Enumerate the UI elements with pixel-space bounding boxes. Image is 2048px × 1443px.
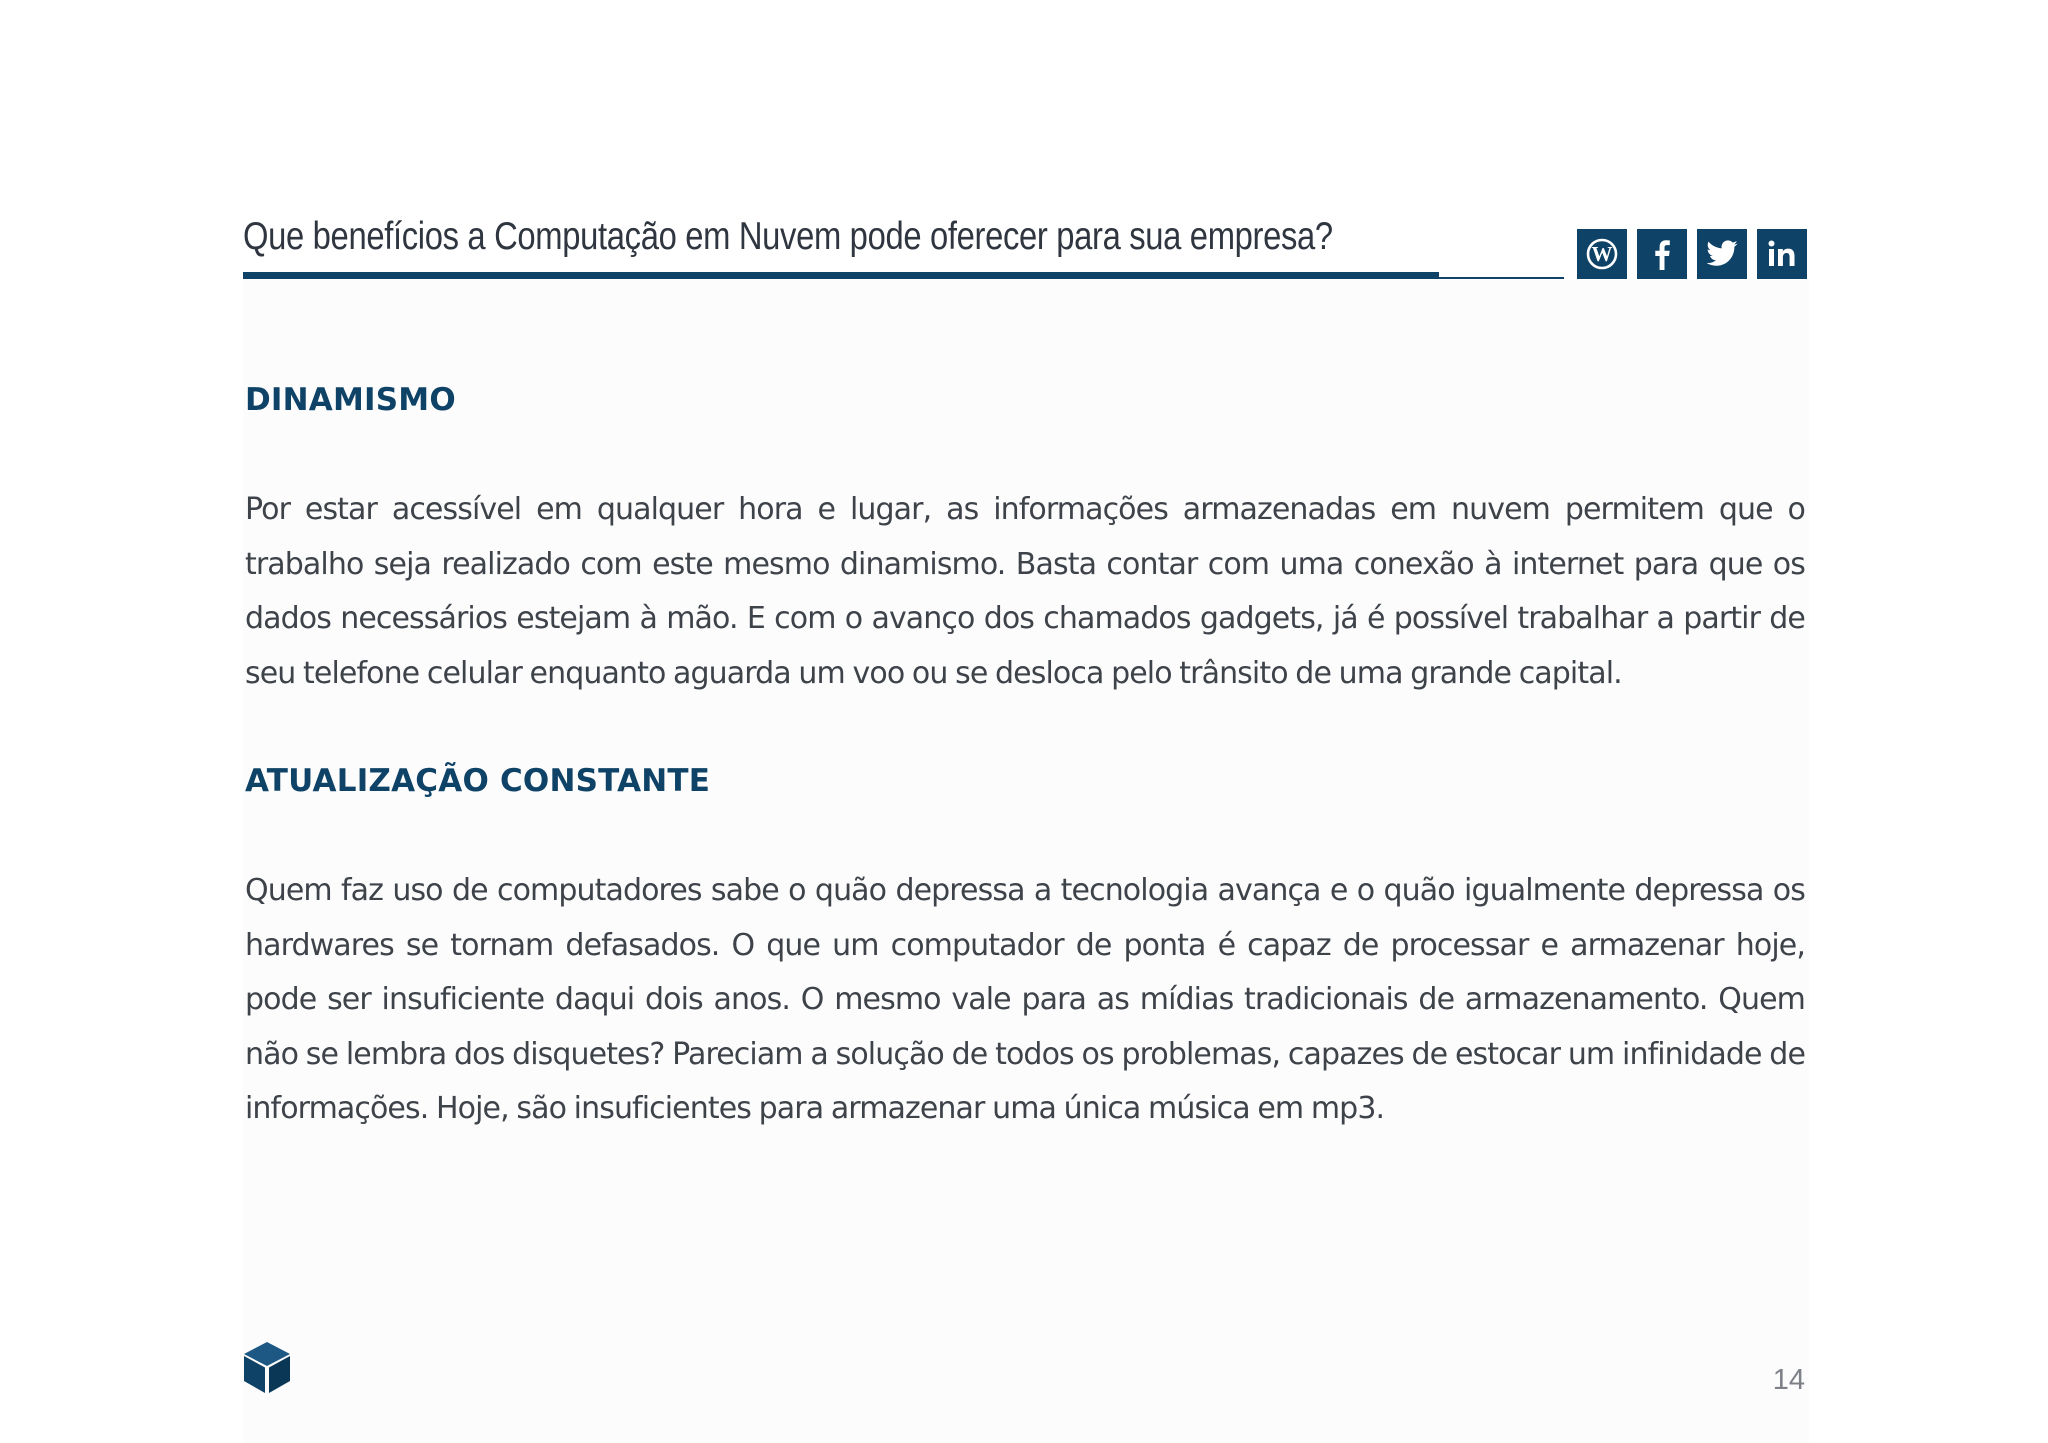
facebook-icon[interactable]: [1637, 229, 1687, 279]
title-underline: [243, 272, 1439, 279]
section-body-dinamismo: Por estar acessível em qualquer hora e lugar, as informações armazenadas em nuvem permitem que o trabalho seja realizado com este mesmo dinamismo. Basta contar com uma conexão à internet para que os dados necessários estejam à mão. E com o avanço dos chamados gadgets, já é possível trabalhar a partir de seu telefone celular enquanto aguarda um voo ou se desloca pelo trânsito de uma grande capital.: [245, 492, 1805, 691]
content-panel: [243, 280, 1809, 1443]
page-number: 14: [1772, 1364, 1805, 1396]
social-share-bar: [1577, 229, 1807, 279]
twitter-icon[interactable]: [1697, 229, 1747, 279]
svg-text:W: W: [1591, 242, 1613, 266]
section-heading-dinamismo: DINAMISMO: [245, 382, 456, 418]
page-title: Que benefícios a Computação em Nuvem pode oferecer para sua empresa?: [243, 215, 1333, 258]
section-heading-atualizacao: ATUALIZAÇÃO CONSTANTE: [245, 763, 711, 799]
title-underline-thin: [1439, 277, 1564, 279]
linkedin-icon[interactable]: [1757, 229, 1807, 279]
section-body-atualizacao: Quem faz uso de computadores sabe o quão depressa a tecnologia avança e o quão igualmente depressa os hardwares se tornam defasados. O que um computador de ponta é capaz de processar e armazenar hoje, pode ser insuficiente daqui dois anos. O mesmo vale para as mídias tradicionais de armazenamento. Quem não se lembra dos disquetes? Pareciam a solução de todos os problemas, capazes de estocar um infinidade de informações. Hoje, são insuficientes para armazenar uma única música em mp3.: [245, 873, 1805, 1126]
cube-logo-icon: [243, 1341, 291, 1394]
page-header: [243, 212, 1806, 282]
wordpress-icon[interactable]: [1577, 229, 1627, 279]
